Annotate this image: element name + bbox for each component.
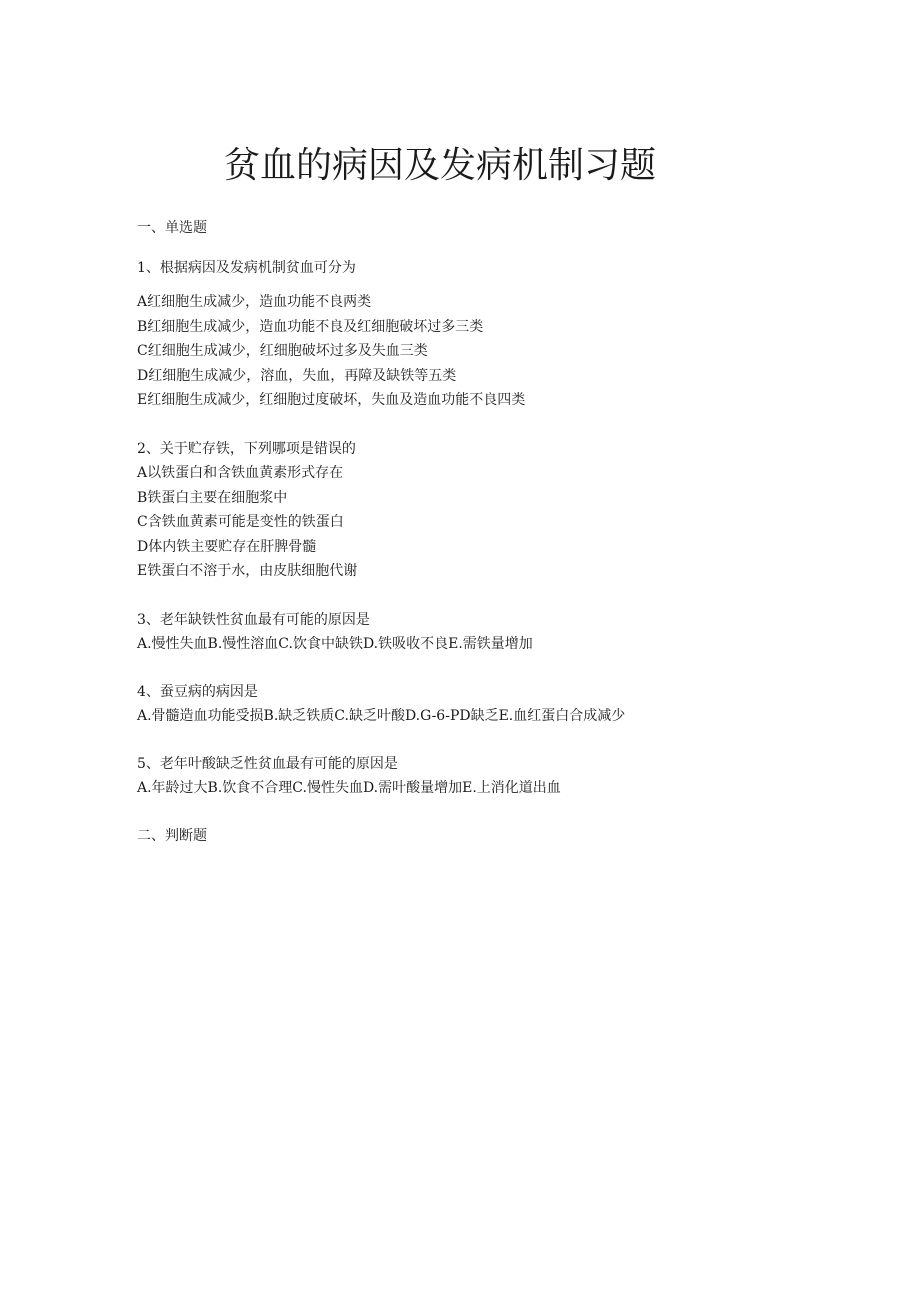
question-5: [137, 752, 857, 800]
question-2: [137, 437, 857, 584]
document-body: [137, 216, 857, 848]
section-heading-single-choice: 一、单选题: [137, 220, 207, 236]
document-title: 贫血的病因及发病机制习题: [223, 145, 656, 186]
question-option: E铁蛋白不溶于水，由皮肤细胞代谢: [137, 563, 358, 580]
question-option: A红细胞生成减少，造血功能不良两类: [137, 294, 372, 310]
question-option: E红细胞生成减少，红细胞过度破坏，失血及造血功能不良四类: [137, 392, 526, 409]
question-option: D体内铁主要贮存在肝脾骨髓: [137, 538, 317, 555]
question-3: [137, 608, 857, 656]
question-option: B红细胞生成减少，造血功能不良及红细胞破坏过多三类: [137, 318, 484, 335]
question-stem: 4、蚕豆病的病因是: [137, 683, 258, 700]
question-4: [137, 680, 857, 728]
section-heading-true-false: 二、判断题: [137, 827, 207, 844]
question-stem: 1、根据病因及发病机制贫血可分为: [137, 260, 356, 276]
question-option: D红细胞生成减少，溶血，失血，再障及缺铁等五类: [137, 367, 457, 384]
question-option: C含铁血黄素可能是变性的铁蛋白: [137, 514, 344, 531]
question-option: B铁蛋白主要在细胞浆中: [137, 489, 288, 506]
question-option: A以铁蛋白和含铁血黄素形式存在: [137, 464, 344, 481]
question-options-inline: A.年龄过大B.饮食不合理C.慢性失血D.需叶酸量增加E.上消化道出血: [137, 779, 561, 796]
question-stem: 3、老年缺铁性贫血最有可能的原因是: [137, 611, 370, 628]
question-stem: 5、老年叶酸缺乏性贫血最有可能的原因是: [137, 755, 398, 772]
question-option: C红细胞生成减少，红细胞破坏过多及失血三类: [137, 343, 428, 360]
question-stem: 2、关于贮存铁，下列哪项是错误的: [137, 440, 356, 457]
question-options-inline: A.慢性失血B.慢性溶血C.饮食中缺铁D.铁吸收不良E.需铁量增加: [137, 635, 533, 652]
question-1: [137, 256, 857, 413]
question-options-inline: A.骨髓造血功能受损B.缺乏铁质C.缺乏叶酸D.G-6-PD缺乏E.血红蛋白合成减少: [137, 707, 626, 724]
